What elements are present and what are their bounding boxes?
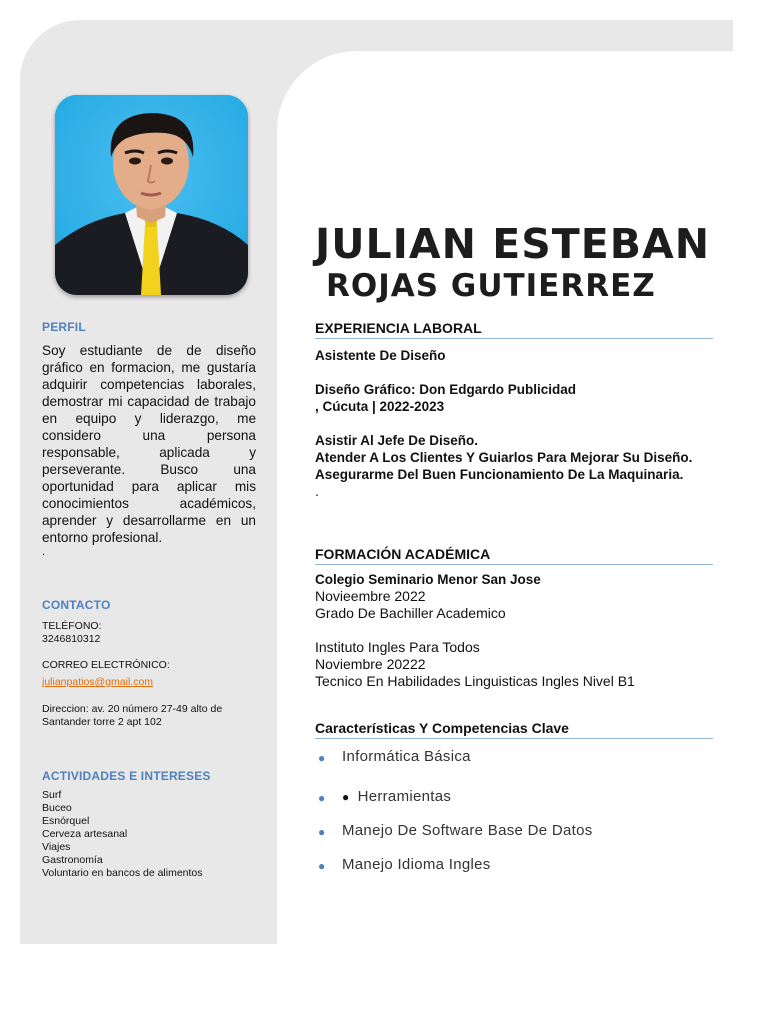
interest-item: Buceo (42, 802, 72, 814)
email-link[interactable]: julianpatios@gmail.com (42, 676, 154, 688)
inner-bullet-icon: ● (342, 790, 350, 804)
name-last: ROJAS GUTIERREZ (326, 268, 656, 304)
skill-label: Herramientas (357, 788, 452, 805)
profile-dot: . (42, 546, 46, 558)
bullet-icon: ● (318, 825, 326, 839)
interest-item: Esnórquel (42, 815, 90, 827)
skill-item (315, 821, 713, 855)
skills-list (315, 747, 713, 889)
experience-duty: Asistir Al Jefe De Diseño. (315, 433, 479, 448)
skills-heading: Características Y Competencias Clave (315, 720, 713, 739)
profile-text: Soy estudiante de de diseño gráfico en formacion, me gustaría adquirir competencias laborales, demostrar mi capacidad de trabajo en equipo y liderazgo, me considero una persona responsable, aplicada y perseverante. Busco una oportunidad para aplicar mis conocimientos académicos, aprender y desarrollarme en un entorno profesional. (42, 343, 256, 545)
bullet-icon: ● (318, 791, 326, 805)
education-school: Colegio Seminario Menor San Jose (315, 572, 541, 587)
skill-item (315, 747, 713, 781)
interest-item: Gastronomía (42, 854, 103, 866)
education-date: Novieembre 2022 (315, 588, 426, 604)
experience-company: Diseño Gráfico: Don Edgardo Publicidad (315, 382, 577, 397)
experience-dot: . (315, 483, 319, 499)
education-section (315, 546, 713, 690)
profile-heading: PERFIL (42, 320, 86, 334)
experience-role: Asistente De Diseño (315, 348, 446, 363)
sidebar (42, 320, 256, 880)
experience-section (315, 320, 713, 500)
name-first: JULIAN ESTEBAN (315, 220, 711, 268)
experience-duty: Atender A Los Clientes Y Guiarlos Para Mejorar Su Diseño. (315, 450, 693, 465)
phone-label: TELÉFONO: (42, 620, 102, 632)
interests-heading: ACTIVIDADES E INTERESES (42, 769, 211, 783)
interests-list (42, 789, 256, 880)
education-degree: Grado De Bachiller Academico (315, 605, 506, 621)
experience-heading: EXPERIENCIA LABORAL (315, 320, 713, 339)
portrait-image (55, 95, 248, 295)
email-label: CORREO ELECTRÓNICO: (42, 659, 170, 671)
education-school: Instituto Ingles Para Todos (315, 639, 480, 655)
skills-section (315, 720, 713, 889)
profile-photo (55, 95, 248, 295)
bullet-icon: ● (318, 751, 326, 765)
interest-item: Viajes (42, 841, 71, 853)
interest-item: Voluntario en bancos de alimentos (42, 867, 203, 879)
education-heading: FORMACIÓN ACADÉMICA (315, 546, 713, 565)
experience-location-dates: , Cúcuta | 2022-2023 (315, 399, 445, 414)
interest-item: Surf (42, 789, 62, 801)
contact-heading: CONTACTO (42, 598, 111, 612)
skill-label: Informática Básica (342, 748, 471, 765)
education-degree: Tecnico En Habilidades Linguisticas Ingles Nivel B1 (315, 673, 635, 689)
experience-duty: Asegurarme Del Buen Funcionamiento De La Maquinaria. (315, 467, 684, 482)
skill-label: Manejo Idioma Ingles (342, 856, 491, 873)
skill-label: Manejo De Software Base De Datos (342, 822, 593, 839)
skill-item (315, 787, 713, 821)
bullet-icon: ● (318, 859, 326, 873)
skill-item (315, 855, 713, 889)
phone-value: 3246810312 (42, 633, 101, 645)
education-date: Noviembre 20222 (315, 656, 426, 672)
interest-item: Cerveza artesanal (42, 828, 128, 840)
address-text: Direccion: av. 20 número 27-49 alto de Santander torre 2 apt 102 (42, 703, 223, 728)
